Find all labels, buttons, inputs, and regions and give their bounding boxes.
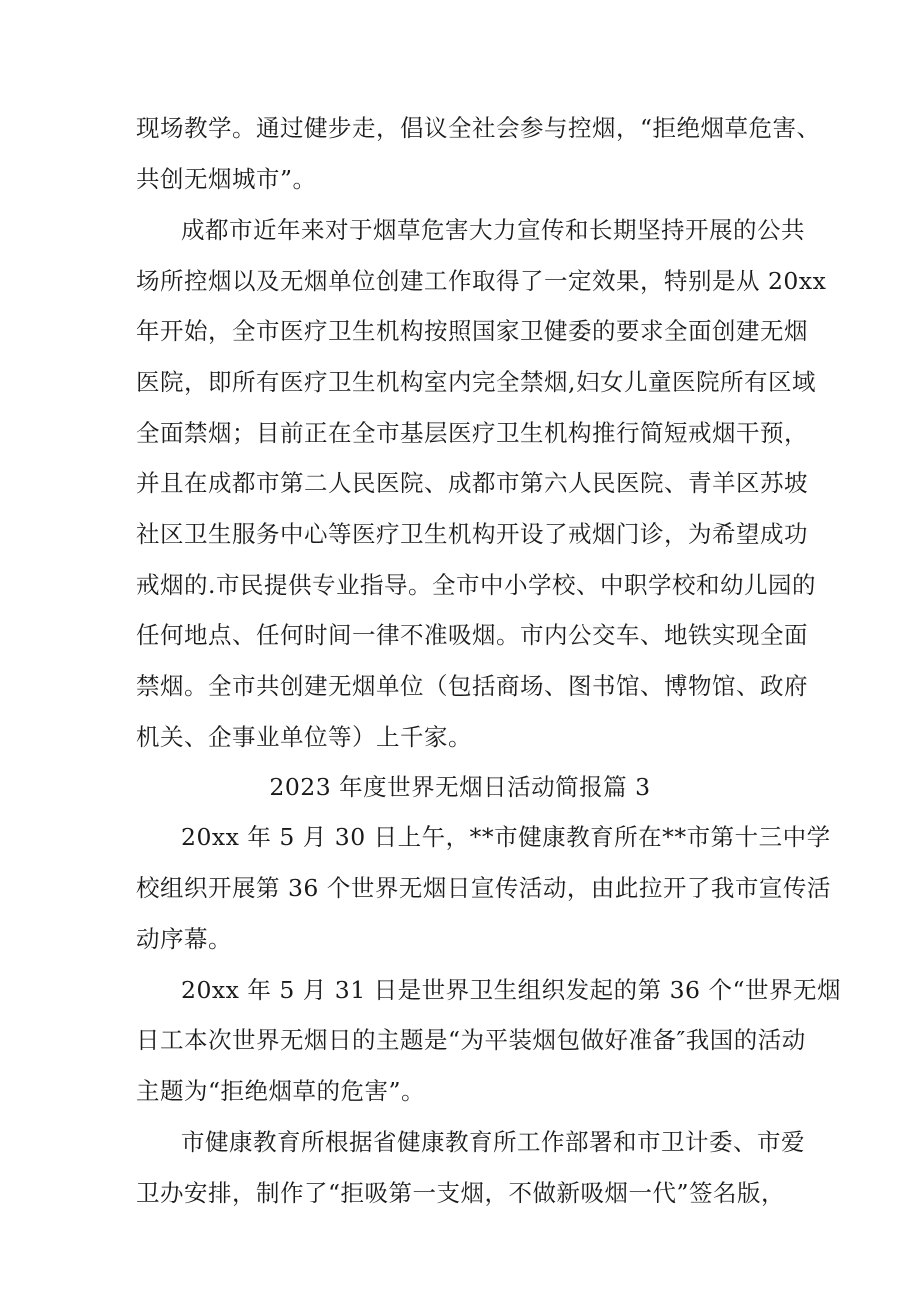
paragraph-line: 并且在成都市第二人民医院、成都市第六人民医院、青羊区苏坡 bbox=[136, 469, 808, 497]
paragraph-line: 日工本次世界无烟日的主题是“为平装烟包做好准备″我国的活动 bbox=[136, 1026, 806, 1054]
paragraph-line: 校组织开展第 36 个世界无烟日宣传活动，由此拉开了我市宣传活 bbox=[136, 874, 831, 902]
paragraph-line: 卫办安排，制作了“拒吸第一支烟，不做新吸烟一代”签名版， bbox=[136, 1179, 786, 1207]
paragraph-line: 禁烟。全市共创建无烟单位（包括商场、图书馆、博物馆、政府 bbox=[136, 672, 808, 700]
paragraph-line: 20xx 年 5 月 31 日是世界卫生组织发起的第 36 个“世界无烟 bbox=[181, 976, 841, 1004]
paragraph-line: 动序幕。 bbox=[136, 925, 232, 953]
paragraph-line: 医院，即所有医疗卫生机构室内完全禁烟,妇女儿童医院所有区域 bbox=[136, 368, 816, 396]
paragraph-line: 任何地点、任何时间一律不准吸烟。市内公交车、地铁实现全面 bbox=[136, 621, 808, 649]
paragraph-line: 机关、企事业单位等）上千家。 bbox=[136, 723, 472, 751]
paragraph-line: 全面禁烟；目前正在全市基层医疗卫生机构推行简短戒烟干预， bbox=[136, 419, 808, 447]
paragraph-line: 成都市近年来对于烟草危害大力宣传和长期坚持开展的公共 bbox=[181, 216, 805, 244]
paragraph-line: 年开始，全市医疗卫生机构按照国家卫健委的要求全面创建无烟 bbox=[136, 317, 808, 345]
paragraph-line: 市健康教育所根据省健康教育所工作部署和市卫计委、市爱 bbox=[181, 1128, 805, 1156]
paragraph-line: 戒烟的.市民提供专业指导。全市中小学校、中职学校和幼儿园的 bbox=[136, 571, 816, 599]
paragraph-line: 现场教学。通过健步走，倡议全社会参与控烟，“拒绝烟草危害、 bbox=[136, 114, 821, 142]
paragraph-line: 社区卫生服务中心等医疗卫生机构开设了戒烟门诊，为希望成功 bbox=[136, 520, 808, 548]
paragraph-line: 共创无烟城市”。 bbox=[136, 165, 317, 193]
section-heading: 2023 年度世界无烟日活动简报篇 3 bbox=[269, 773, 651, 801]
paragraph-line: 20xx 年 5 月 30 日上午，**市健康教育所在**市第十三中学 bbox=[181, 823, 831, 851]
paragraph-line: 主题为“拒绝烟草的危害”。 bbox=[136, 1077, 426, 1105]
paragraph-line: 场所控烟以及无烟单位创建工作取得了一定效果，特别是从 20xx bbox=[136, 267, 827, 295]
